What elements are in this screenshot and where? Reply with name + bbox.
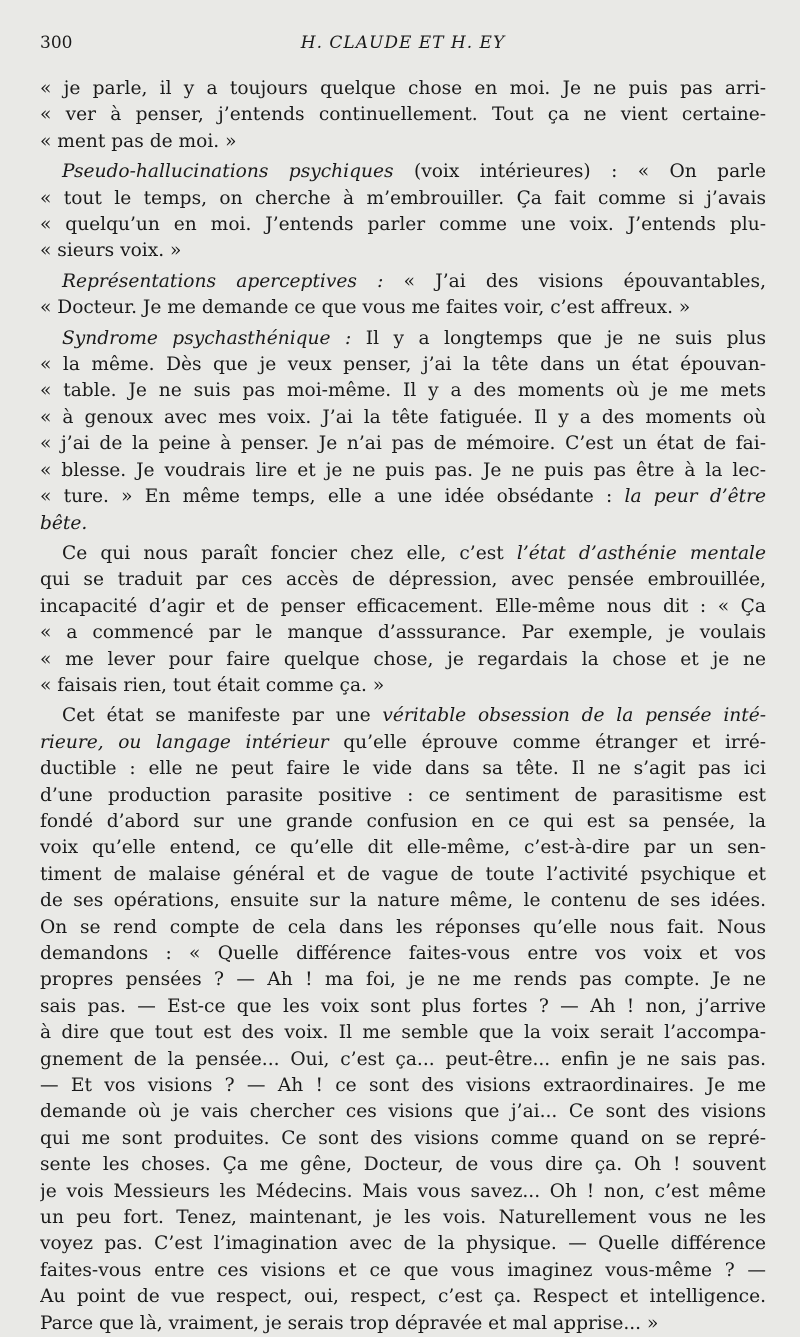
running-head: H. CLAUDE ET H. EY [300,33,506,53]
text-run: incapacité d’agir et de penser efficacement. Elle-même nous dit : « Ça [40,595,766,617]
text-run: « Docteur. Je me demande ce que vous me faites voir, c’est affreux. » [40,297,691,319]
paragraph [40,326,766,537]
text-line [40,1179,766,1205]
text-line [40,1258,766,1284]
text-run: gnement de la pensée... Oui, c’est ça... peut-être... enfin je ne sais pas. [40,1048,766,1070]
page-number: 300 [40,33,73,53]
text-line [40,352,766,378]
text-run: propres pensées ? — Ah ! ma foi, je ne me rends pas compte. Je ne [40,969,766,991]
text-run: qui se traduit par ces accès de dépression, avec pensée embrouillée, [40,569,766,591]
text-line [40,703,766,729]
paragraph [40,541,766,699]
text-run: « J’ai des visions épouvantables, [383,270,766,292]
text-line [40,783,766,809]
text-run: Cet état se manifeste par une [62,705,383,727]
text-line [40,326,766,352]
text-line [40,835,766,861]
text-run: un peu fort. Tenez, maintenant, je les vois. Naturellement vous ne les [40,1207,766,1229]
text-line [40,647,766,673]
text-line [40,159,766,185]
text-line [40,1047,766,1073]
text-run: je vois Messieurs les Médecins. Mais vous savez... Oh ! non, c’est même [40,1180,766,1202]
italic-run: Pseudo-hallucinations psychiques [62,161,394,183]
text-line [40,620,766,646]
text-line [40,1073,766,1099]
text-run: sais pas. — Est-ce que les voix sont plus fortes ? — Ah ! non, j’arrive [40,995,766,1017]
text-run: fondé d’abord sur une grande confusion en ce qui est sa pensée, la [40,810,766,832]
text-line [40,431,766,457]
text-line [40,730,766,756]
text-run: demande où je vais chercher ces visions que j’ai... Ce sont des visions [40,1101,766,1123]
text-run: demandons : « Quelle différence faites-vous entre vos voix et vos [40,943,766,964]
text-line [40,269,766,295]
italic-run: la peur d’être [624,486,766,508]
paragraph [40,76,766,155]
text-run: « je parle, il y a toujours quelque chose en moi. Je ne puis pas arri- [40,78,766,99]
text-run: « ment pas de moi. » [40,130,237,152]
text-line [40,809,766,835]
text-run: à dire que tout est des voix. Il me semble que la voix serait l’accompa- [40,1022,766,1044]
text-run: « quelqu’un en moi. J’entends parler comme une voix. J’entends plu- [40,214,766,236]
text-line [40,862,766,888]
text-run: « j’ai de la peine à penser. Je n’ai pas de mémoire. C’est un état de fai- [40,433,766,455]
text-run: voyez pas. C’est l’imagination avec de la physique. — Quelle différence [40,1233,766,1255]
text-run: timent de malaise général et de vague de toute l’activité psychique et [40,863,766,885]
text-run: Ce qui nous paraît foncier chez elle, c’est [62,542,517,564]
text-run: « blesse. Je voudrais lire et je ne puis pas. Je ne puis pas être à la lec- [40,459,766,481]
text-line [40,405,766,431]
text-line [40,1152,766,1178]
text-run: « ture. » En même temps, elle a une idée obsédante : [40,486,625,508]
paragraph [40,269,766,322]
text-line [40,1311,766,1337]
text-line [40,212,766,238]
text-run: de ses opérations, ensuite sur la nature même, le contenu de ses idées. [40,890,766,912]
text-line [40,567,766,593]
text-line [40,458,766,484]
text-line [40,1126,766,1152]
text-run: Parce que là, vraiment, je serais trop dépravée et mal apprise... » [40,1312,659,1334]
text-line [40,511,766,537]
text-line [40,1231,766,1257]
text-line [40,994,766,1020]
text-run: « me lever pour faire quelque chose, je regardais la chose et je ne [40,648,766,670]
text-run: « ver à penser, j’entends continuellement. Tout ça ne vient certaine- [40,104,766,126]
text-run: qui me sont produites. Ce sont des visions comme quand on se repré- [40,1127,766,1149]
text-run: Au point de vue respect, oui, respect, c’est ça. Respect et intelligence. [40,1286,766,1308]
text-line [40,1020,766,1046]
italic-run: Syndrome psychasthénique : [62,327,352,349]
text-run: « faisais rien, tout était comme ça. » [40,674,385,696]
text-run: faites-vous entre ces visions et ce que vous imaginez vous-même ? — [40,1259,766,1281]
text-run: Il y a longtemps que je ne suis plus [351,327,766,349]
text-run: (voix intérieures) : « On parle [393,161,766,183]
page-header [40,30,766,60]
text-run: « a commencé par le manque d’asssurance. Par exemple, je voulais [40,622,766,644]
text-run: « sieurs voix. » [40,240,182,262]
text-line [40,888,766,914]
text-run: sente les choses. Ça me gêne, Docteur, de vous dire ça. Oh ! souvent [40,1154,766,1176]
text-line [40,673,766,699]
italic-run: rieure, ou langage intérieur [40,731,329,753]
paragraph [40,159,766,265]
text-line [40,186,766,212]
text-run: « à genoux avec mes voix. J’ai la tête fatiguée. Il y a des moments où [40,406,766,428]
text-line [40,1284,766,1310]
text-line [40,484,766,510]
text-run: « table. Je ne suis pas moi-même. Il y a des moments où je me mets [40,380,766,402]
text-run: — Et vos visions ? — Ah ! ce sont des visions extraordinaires. Je me [40,1075,766,1097]
italic-run: bête. [40,512,88,534]
text-run: ductible : elle ne peut faire le vide dans sa tête. Il ne s’agit pas ici [40,758,766,780]
text-line [40,967,766,993]
text-line [40,1099,766,1125]
text-line [40,594,766,620]
text-run: voix qu’elle entend, ce qu’elle dit elle-même, c’est-à-dire par un sen- [40,837,766,859]
text-line [40,129,766,155]
text-run: d’une production parasite positive : ce sentiment de parasitisme est [40,784,766,806]
text-line [40,76,766,102]
text-line [40,378,766,404]
text-run: « tout le temps, on cherche à m’embrouiller. Ça fait comme si j’avais [40,187,766,209]
text-line [40,238,766,264]
paragraph [40,703,766,1337]
text-line [40,941,766,967]
text-run: qu’elle éprouve comme étranger et irré- [328,731,766,753]
body-text [40,76,766,1337]
text-line [40,295,766,321]
italic-run: Représentations aperceptives : [62,270,384,292]
text-run: « la même. Dès que je veux penser, j’ai la tête dans un état épouvan- [40,354,766,376]
text-line [40,1205,766,1231]
italic-run: l’état d’asthénie mentale [516,542,766,564]
text-run: On se rend compte de cela dans les réponses qu’elle nous fait. Nous [40,916,766,938]
text-line [40,915,766,941]
text-line [40,102,766,128]
italic-run: véritable obsession de la pensée inté- [382,705,766,727]
text-line [40,756,766,782]
text-line [40,541,766,567]
